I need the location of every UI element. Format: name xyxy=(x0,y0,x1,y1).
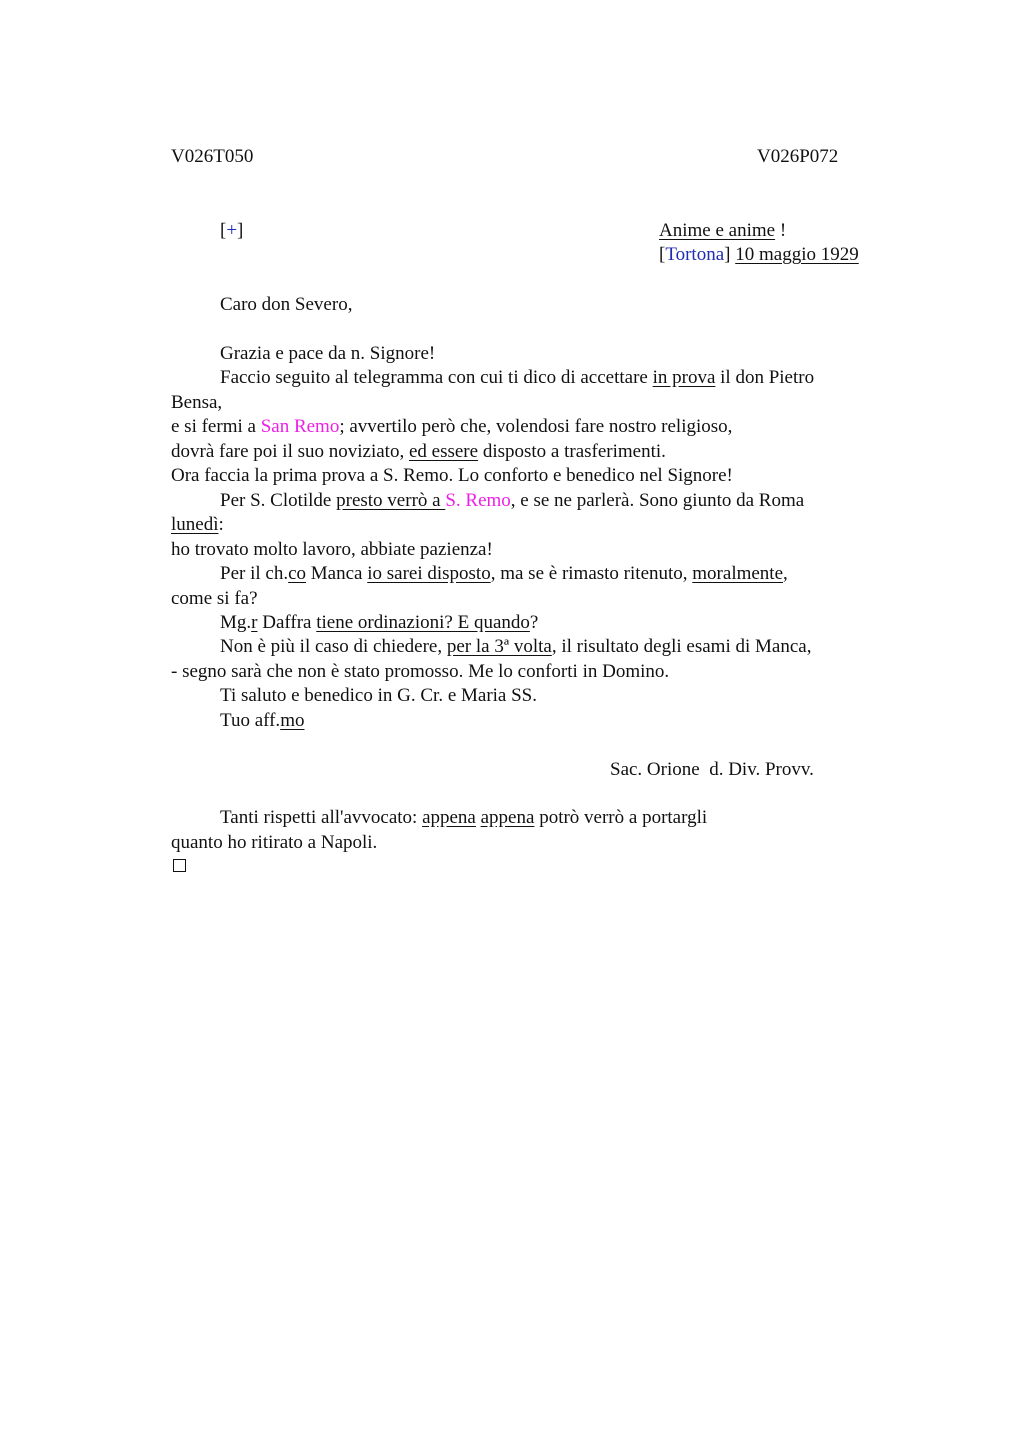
text-segment: Tuo aff. xyxy=(220,710,281,731)
underlined-segment: r xyxy=(251,612,258,633)
text-segment: dovrà fare poi il suo noviziato, xyxy=(171,441,409,462)
underlined-segment: lunedì xyxy=(171,514,219,535)
text-segment: , ma se è rimasto ritenuto, xyxy=(490,563,693,584)
underlined-segment: moralmente xyxy=(692,563,784,584)
text-segment: Mg. xyxy=(220,612,252,633)
body-line-3: Bensa, xyxy=(171,392,223,413)
document-code-right: V026P072 xyxy=(757,146,839,167)
underlined-segment: per la 3ª volta xyxy=(446,636,552,657)
text-segment: ? xyxy=(529,612,539,633)
document-code-left: V026T050 xyxy=(171,146,254,167)
underlined-segment: tiene ordinazioni? E quando xyxy=(316,612,530,633)
letter-date-text: 10 maggio 1929 xyxy=(735,244,859,265)
bracket-close: ] xyxy=(237,220,244,241)
body-line-4 xyxy=(171,415,732,439)
body-line-11: come si fa? xyxy=(171,588,258,609)
text-segment: , e se ne parlerà. Sono giunto da Roma xyxy=(510,490,805,511)
text-segment: Per il ch. xyxy=(220,563,289,584)
body-line-12 xyxy=(220,611,538,635)
underlined-segment: appena xyxy=(480,807,535,828)
text-segment: Non è più il caso di chiedere, xyxy=(220,636,447,657)
text-segment: Manca xyxy=(306,563,368,584)
body-line-7 xyxy=(220,489,804,513)
body-line-13 xyxy=(220,635,811,659)
postscript-line-1 xyxy=(220,806,707,830)
signature: Sac. Orione d. Div. Provv. xyxy=(610,759,814,780)
underlined-segment: in prova xyxy=(652,367,716,388)
body-line-9: ho trovato molto lavoro, abbiate pazienza! xyxy=(171,539,493,560)
end-marker-icon xyxy=(173,859,186,872)
underlined-segment: ed essere xyxy=(408,441,479,462)
text-segment: ; avvertilo però che, volendosi fare nostro religioso, xyxy=(339,416,733,437)
cross-mark xyxy=(220,220,243,242)
text-segment: : xyxy=(218,514,224,535)
underlined-segment: appena xyxy=(422,807,476,828)
text-segment: Daffra xyxy=(257,612,317,633)
place-name: S. Remo xyxy=(445,490,511,511)
text-segment: Tanti rispetti all'avvocato: xyxy=(220,807,423,828)
bracket-open: [ xyxy=(220,220,227,241)
postscript-line-2: quanto ho ritirato a Napoli. xyxy=(171,832,378,853)
text-segment: , il risultato degli esami di Manca, xyxy=(551,636,812,657)
underlined-segment: io sarei disposto xyxy=(367,563,491,584)
body-line-6: Ora faccia la prima prova a S. Remo. Lo conforto e benedico nel Signore! xyxy=(171,465,733,486)
place-name: San Remo xyxy=(260,416,340,437)
salutation: Caro don Severo, xyxy=(220,294,353,315)
text-segment: Faccio seguito al telegramma con cui ti dico di accettare xyxy=(220,367,653,388)
text-segment: , xyxy=(783,563,788,584)
body-line-8 xyxy=(171,513,224,537)
body-line-5 xyxy=(171,440,666,464)
text-segment: potrò verrò a portargli xyxy=(534,807,708,828)
letter-title-suffix: ! xyxy=(775,220,787,241)
body-line-16 xyxy=(220,709,304,733)
cross-icon: + xyxy=(226,220,238,241)
text-segment: Per S. Clotilde xyxy=(220,490,337,511)
letter-title xyxy=(659,220,786,242)
bracket-open: [ xyxy=(659,244,666,265)
body-line-14: - segno sarà che non è stato promosso. Me lo conforti in Domino. xyxy=(171,661,670,682)
underlined-segment: mo xyxy=(280,710,305,731)
text-segment: disposto a trasferimenti. xyxy=(478,441,666,462)
text-segment: e si fermi a xyxy=(171,416,261,437)
letter-date xyxy=(659,244,859,266)
body-line-1: Grazia e pace da n. Signore! xyxy=(220,343,436,364)
letter-title-text: Anime e anime xyxy=(659,220,776,241)
bracket-close: ] xyxy=(724,244,731,265)
letter-place: Tortona xyxy=(665,244,725,265)
body-line-10 xyxy=(220,562,788,586)
underlined-segment: presto verrò a xyxy=(336,490,446,511)
body-line-2 xyxy=(220,366,814,390)
body-line-15: Ti saluto e benedico in G. Cr. e Maria SS. xyxy=(220,685,537,706)
underlined-segment: co xyxy=(288,563,307,584)
text-segment: il don Pietro xyxy=(715,367,815,388)
